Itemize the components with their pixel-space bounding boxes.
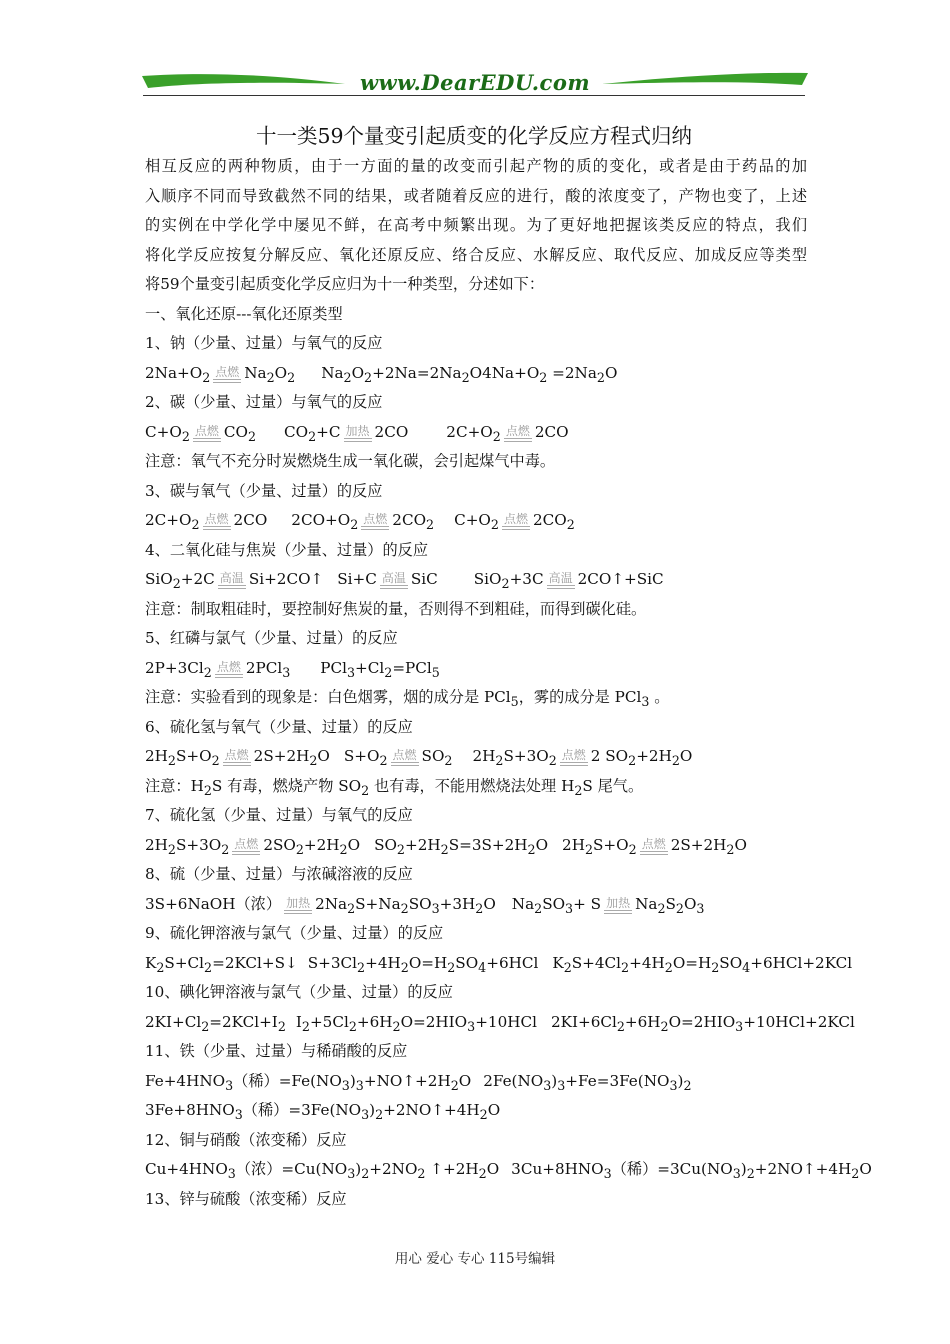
- condition-label: 点燃: [224, 748, 249, 762]
- condition-label: 点燃: [505, 423, 530, 438]
- page-title: 十一类59个量变引起质变的化学反应方程式归纳: [255, 124, 693, 148]
- condition-label: 点燃: [216, 659, 241, 674]
- condition-label: 高温: [381, 571, 406, 585]
- condition-label: 点燃: [363, 512, 388, 526]
- equation-line: $Fe+4HNO_3$（稀）$=Fe(NO_3)_3+NO↑+2H_2O$ $2Fe(NO_3)_3+Fe=3Fe(NO_3)_2$: [145, 1071, 692, 1093]
- condition-label: 点燃: [204, 512, 229, 526]
- equation-line: $2H_2S+3O_2$ 点燃 $2SO_2+2H_2O$ $SO_2+2H_2S=3S+2H_2O$ $2H_2S+O_2$ 点燃 $2S+2H_2O$: [145, 835, 747, 857]
- section-heading: 一、氧化还原---氧化还原类型: [145, 304, 343, 323]
- reaction-heading: 1、钠（少量、过量）与氧气的反应: [145, 334, 383, 352]
- note-line: 注意：实验看到的现象是：白色烟雾，烟的成分是 PCl$_5$，雾的成分是 PCl$_3$ 。: [145, 688, 670, 710]
- article-body: [145, 152, 872, 1214]
- note-line: 注意：$H_2S$ 有毒，燃烧产物 $SO_2$ 也有毒，不能用燃烧法处理 $H_2S$ 尾气。: [145, 776, 644, 798]
- equation-line: $2C+O_2$ 点燃 2CO $2CO+O_2$ 点燃 $2CO_2$ $C+O_2$ 点燃 $2CO_2$: [145, 511, 575, 533]
- reaction-heading: 3、碳与氧气（少量、过量）的反应: [145, 481, 383, 500]
- reaction-heading: 6、硫化氢与氧气（少量、过量）的反应: [145, 717, 413, 736]
- condition-label: 点燃: [503, 512, 528, 526]
- equation-line: $K_2S+Cl_2=2KCl+S↓$ $S+3Cl_2+4H_2O=H_2SO_4+6HCl$ $K_2S+4Cl_2+4H_2O=H_2SO_4+6HCl+2KCl$: [145, 953, 853, 975]
- condition-label: 点燃: [234, 836, 259, 851]
- equation-line: $2Na+O_2$ 点燃 $Na_2O_2$ $Na_2O_2+2Na=2Na_2O4Na+O_2 =2Na_2O$: [145, 363, 618, 385]
- equation-line: $2H_2S+O_2$ 点燃 $2S+2H_2O$ $S+O_2$ 点燃 $SO_2$ $2H_2S+3O_2$ 点燃 2 $SO_2+2H_2O$: [145, 747, 693, 769]
- reaction-heading: 2、碳（少量、过量）与氧气的反应: [145, 393, 383, 411]
- reaction-heading: 11、铁（少量、过量）与稀硝酸的反应: [145, 1042, 408, 1060]
- condition-label: 加热: [286, 895, 311, 910]
- reaction-heading: 13、锌与硫酸（浓变稀）反应: [145, 1189, 347, 1208]
- reaction-heading: 12、铜与硝酸（浓变稀）反应: [145, 1130, 347, 1149]
- reaction-heading: 5、红磷与氯气（少量、过量）的反应: [145, 629, 398, 647]
- reaction-heading: 9、硫化钾溶液与氯气（少量、过量）的反应: [145, 924, 444, 942]
- equation-line: $Cu+4HNO_3$（浓）$=Cu(NO_3)_2+2NO_2$ $↑+2H_2O$ $3Cu+8HNO_3$（稀）$=3Cu(NO_3)_2+2NO↑+4H_2O$: [145, 1160, 872, 1182]
- intro-line: 将化学反应按复分解反应、氧化还原反应、络合反应、水解反应、取代反应、加成反应等类型: [145, 245, 807, 264]
- equation-line: 3S+6NaOH（浓） 加热 $2Na_2S+Na_2SO_3+3H_2O$ $Na_2SO_3+ S$ 加热 $Na_2S_2O_3$: [145, 894, 705, 916]
- page-footer: 用心 爱心 专心 115号编辑: [394, 1251, 556, 1267]
- condition-label: 点燃: [641, 836, 666, 851]
- intro-line: 入顺序不同而导致截然不同的结果，或者随着反应的进行，酸的浓度变了，产物也变了，上述: [145, 186, 807, 205]
- reaction-heading: 10、碘化钾溶液与氯气（少量、过量）的反应: [145, 983, 453, 1001]
- equation-line: $3Fe+8HNO_3$（稀）$=3Fe(NO_3)_2+2NO↑+4H_2O$: [145, 1101, 501, 1123]
- condition-label: 加热: [345, 423, 370, 438]
- site-logo[interactable]: www.DearEDU.com: [359, 70, 591, 95]
- condition-label: 点燃: [392, 748, 417, 762]
- condition-label: 高温: [219, 571, 244, 585]
- note-line: 注意：制取粗硅时，要控制好焦炭的量，否则得不到粗硅，而得到碳化硅。: [145, 599, 647, 618]
- site-header: [140, 68, 810, 102]
- condition-label: 点燃: [194, 423, 219, 438]
- equation-line: $C+O_2$ 点燃 $CO_2$ $CO_2+C$ 加热 2CO $2C+O_2$ 点燃 2CO: [145, 422, 569, 444]
- note-line: 注意：氧气不充分时炭燃烧生成一氧化碳，会引起煤气中毒。: [145, 452, 556, 470]
- header-divider: [143, 95, 805, 96]
- intro-line: 相互反应的两种物质，由于一方面的量的改变而引起产物的质的变化，或者是由于药品的加: [145, 157, 807, 175]
- intro-line: 的实例在中学化学中屡见不鲜，在高考中频繁出现。为了更好地把握该类反应的特点，我们: [145, 216, 807, 234]
- condition-label: 点燃: [215, 364, 240, 379]
- equation-line: SiO$_2$+2C 高温 Si+2CO↑ Si+C 高温 SiC SiO$_2$+3C 高温 2CO↑+SiC: [145, 570, 664, 592]
- equation-line: $2KI+Cl_2=2KCl+I_2$ $I_2+5Cl_2+6H_2O=2HIO_3+10HCl$ $2KI+6Cl_2+6H_2O=2HIO_3+10HCl+2KCl$: [145, 1012, 855, 1034]
- reaction-heading: 7、硫化氢（少量、过量）与氧气的反应: [145, 806, 413, 824]
- reaction-heading: 4、二氧化硅与焦炭（少量、过量）的反应: [145, 540, 429, 559]
- intro-line: 将59个量变引起质变化学反应归为十一种类型，分述如下：: [145, 275, 545, 293]
- equation-line: $2P+3Cl_2$ 点燃 2PCl$_3$ $PCl_3+Cl_2=PCl_5$: [145, 658, 440, 680]
- condition-label: 高温: [548, 571, 573, 585]
- condition-label: 加热: [606, 895, 631, 910]
- reaction-heading: 8、硫（少量、过量）与浓碱溶液的反应: [145, 865, 413, 883]
- condition-label: 点燃: [561, 748, 586, 762]
